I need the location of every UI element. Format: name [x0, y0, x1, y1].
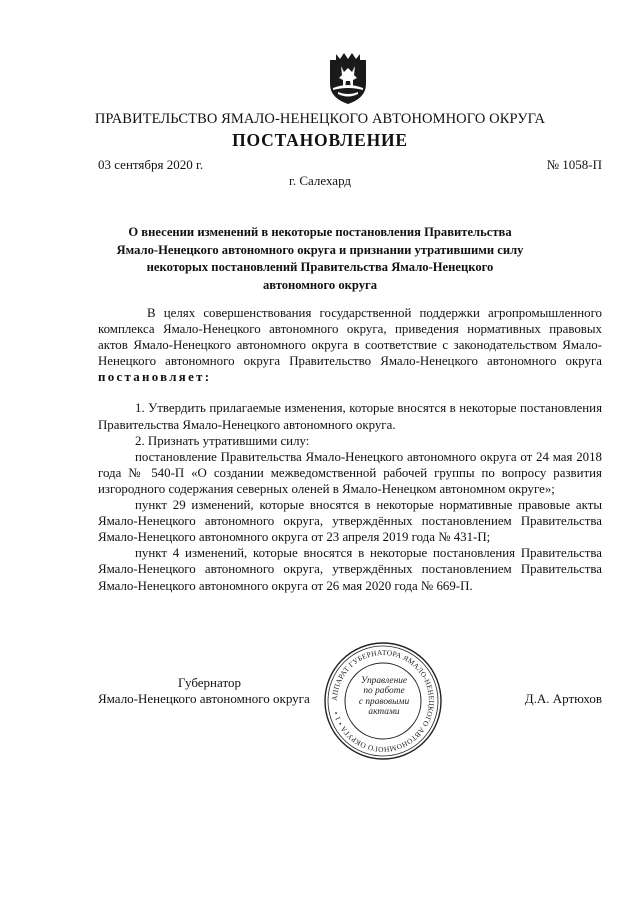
- subject-line: автономного округа: [262, 277, 378, 292]
- document-date: 03 сентября 2020 г.: [98, 157, 204, 172]
- subject-line: О внесении изменений в некоторые постановления Правительства: [128, 225, 512, 239]
- document-city: г. Салехард: [288, 173, 352, 188]
- subject-line: Ямало-Ненецкого автономного округа и признании утратившими силу: [116, 242, 524, 257]
- item-2-sub-3: пункт 4 изменений, которые вносятся в некоторые постановления Правительства Ямало-Ненецкого автономного округа, утверждённых постановлением Правительства Ямало-Ненецкого автономного округа от 26 мая 2020 года № 669-П.: [98, 546, 602, 593]
- seal-center-line: по работе: [363, 686, 405, 697]
- item-2-sub-2: пункт 29 изменений, которые вносятся в некоторые нормативные правовые акты Ямало-Ненецкого автономного округа, утверждённых постановлением Правительства Ямало-Ненецкого автономного округа от 23 апреля 2019 года № 431-П;: [98, 498, 602, 545]
- seal-ring-text: АППАРАТ ГУБЕРНАТОРА ЯМАЛО-НЕНЕЦКОГО АВТОНОМНОГО ОКРУГА • 1 •: [329, 647, 437, 755]
- signature-title-line-2: Ямало-Ненецкого автономного округа: [98, 691, 310, 706]
- item-2: 2. Признать утратившими силу:: [135, 433, 310, 448]
- seal-center-line: с правовыми: [358, 696, 410, 707]
- subject-line: некоторых постановлений Правительства Ямало-Ненецкого: [146, 260, 494, 274]
- preamble-paragraph: В целях совершенствования государственной поддержки агропромышленного комплекса Ямало-Ненецкого автономного округа, приведения нормативных правовых актов Ямало-Ненецкого автономного округа в соответствие с законодательством Ямало-Ненецкого автономного округа Правительство Ямало-Ненецкого автономного округа: [98, 306, 602, 369]
- seal-center-text: [344, 676, 424, 718]
- decree-word: постановляет:: [98, 370, 212, 385]
- seal-center-line: Управление: [360, 676, 408, 686]
- document-number: № 1058-П: [546, 157, 602, 172]
- document-subject: [115, 224, 525, 294]
- item-1: 1. Утвердить прилагаемые изменения, которые вносятся в некоторые постановления Правительства Ямало-Ненецкого автономного округа.: [98, 401, 602, 432]
- signature-title-line-1: Губернатор: [178, 675, 241, 690]
- signatory-name: Д.А. Артюхов: [524, 691, 602, 706]
- document-body: [98, 305, 602, 594]
- coat-of-arms-icon: [324, 50, 372, 106]
- seal-center-line: актами: [368, 707, 400, 718]
- document-type: ПОСТАНОВЛЕНИЕ: [232, 130, 408, 150]
- government-title: ПРАВИТЕЛЬСТВО ЯМАЛО-НЕНЕЦКОГО АВТОНОМНОГО ОКРУГА: [94, 111, 546, 127]
- item-2-sub-1: постановление Правительства Ямало-Ненецкого автономного округа от 24 мая 2018 года № 540-П «О создании межведомственной рабочей группы по вопросу развития изгородного содержания северных оленей в Ямало-Ненецком автономном округе»;: [98, 449, 602, 496]
